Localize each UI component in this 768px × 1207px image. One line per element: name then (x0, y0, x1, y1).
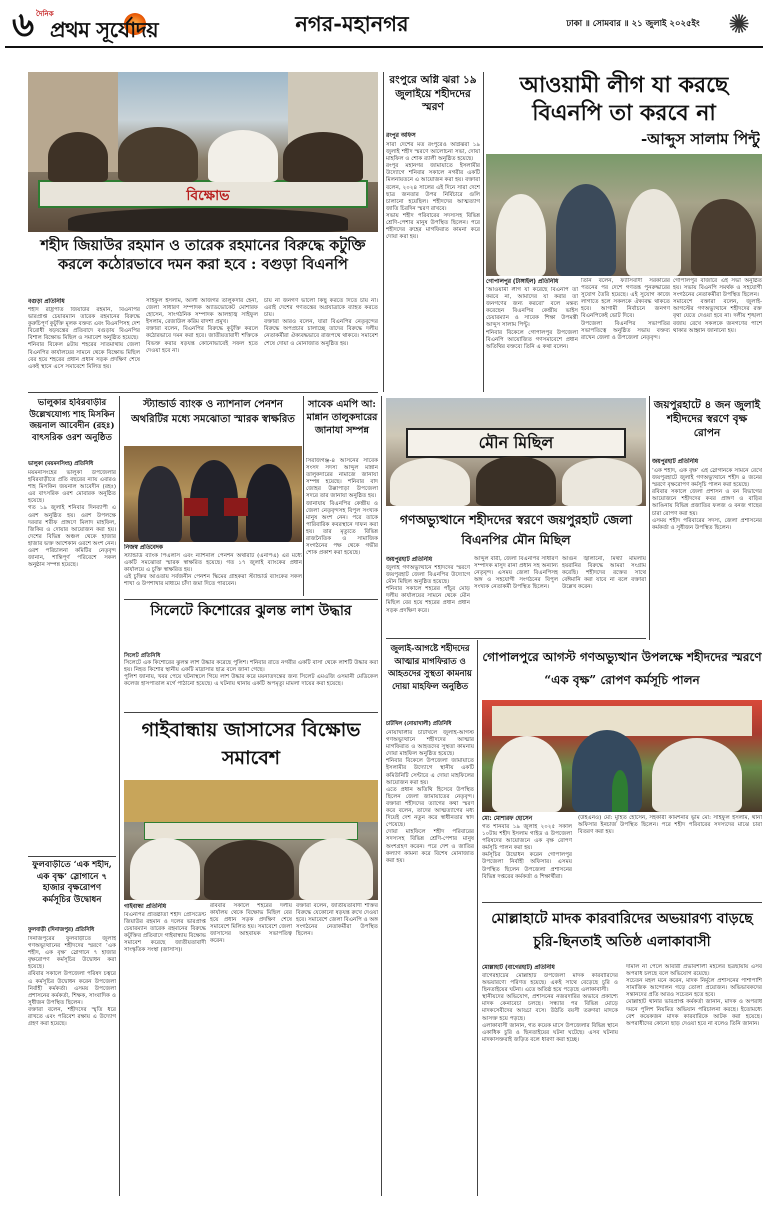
silent-march-photo (386, 398, 646, 506)
bogura-col-3: চায় না জনগণ ভালো কিছু করতে দিতে চায় না। এরাই দেশের গণতন্ত্রের অগ্রযাত্রাকে ব্যাহত করতে চায়। বক্তারা আরও বলেন, যারা বিএনপির নেতৃবৃন্দের বিরুদ্ধে অপপ্রচার চালাচ্ছে তাদের বিরুদ্ধে দলীয় নেতাকর্মীরা ঐক্যবদ্ধভাবে রাজপথে থাকবে। সমাবেশ শেষে দোয়া ও মোনাজাত অনুষ্ঠিত হয়। (264, 298, 378, 347)
jaipurhat-tree-byline: জয়পুরহাট প্রতিনিধি (652, 459, 698, 465)
divider (383, 72, 384, 392)
obituary-body: সিরাজগঞ্জ-৪ আসনের সাবেক সংসদ সদস্য আব্দুল মান্নান তালুকদারের নামাজে জানাযা সম্পন্ন হয়েছে। শনিবার বাদ জোহর উল্লাপাড়া উপজেলা সদরে তার জানাযা অনুষ্ঠিত হয়। জানাযায় বিএনপির কেন্দ্রীয় ও জেলা নেতৃবৃন্দসহ বিপুল সংখ্যক মানুষ অংশ নেন। পরে তাকে পারিবারিক কবরস্থানে দাফন করা হয়। তার মৃত্যুতে বিভিন্ন রাজনৈতিক ও সামাজিক সংগঠনের পক্ষ থেকে গভীর শোক প্রকাশ করা হয়েছে। (306, 458, 378, 557)
brand-prefix: দৈনিক (36, 10, 54, 18)
tree-planting-photo (482, 700, 762, 812)
divider (386, 638, 646, 639)
fulbari-byline: ফুলবাড়ী (দিনাজপুর) প্রতিনিধি (28, 927, 95, 933)
divider (28, 392, 378, 393)
divider (477, 640, 478, 1196)
awami-headline-line-1: আওয়ামী লীগ যা করছে (519, 72, 729, 98)
jaipurhat-tree-body: ‘এক শহীদ, এক বৃক্ষ’ এই স্লোগানকে সামনে রেখে জয়পুরহাটে জুলাই গণঅভ্যুত্থানে শহীদ ৪ জনের স্মরণে বৃক্ষরোপণ কর্মসূচি পালন করা হয়েছে। রবিবার সকালে জেলা প্রশাসন ও বন বিভাগের আয়োজনে শহীদদের কবর প্রাঙ্গণ ও বাড়ির আঙিনায় বিভিন্ন প্রজাতির ফলজ ও বনজ গাছের চারা রোপণ করা হয়। এসময় শহীদ পরিবারের সদস্য, জেলা প্রশাসনের কর্মকর্তা ও সুধীজন উপস্থিত ছিলেন। (652, 468, 762, 531)
awami-col-1: ‘আওয়ামী লীগ যা করেছে বিএনপি তা করবে না, আমাদের যা করার তা জনগণের জন্য করবো’ বলে মন্তব্য করেছেন বিএনপির কেন্দ্রীয় ভাইস চেয়ারম্যান ও সাবেক শিক্ষা উপমন্ত্রী আব্দুস সালাম পিন্টু। শনিবার বিকেলে গোপালপুর উপজেলা বিএনপি আয়োজিত গণসমাবেশে প্রধান অতিথির বক্তব্যে তিনি এ কথা বলেন। (486, 287, 578, 350)
awami-speaker: -আব্দুস সালাম পিন্টু (641, 130, 760, 148)
rangpur-byline: রংপুর অফিস (386, 133, 416, 139)
jaipurhat-march-col-3: আগুন জ্বালানো, মিথ্যা মামলায় হয়রানির বিরুদ্ধে আমরা সংগ্রাম করেছি। শহীদদের রক্তের সাথে বেঈমানি করা যাবে না বলে বক্তারা উল্লেখ করেন। (562, 556, 646, 591)
mollahat-headline: মোল্লাহাটে মাদক কারবারিদের অভয়ারণ্য বাড়ছে চুরি-ছিনতাই অতিষ্ঠ এলাকাবাসী (491, 911, 753, 950)
issue-date: ঢাকা ॥ সোমবার ॥ ২১ জুলাই ২০২৫ইং (566, 19, 700, 29)
jaipurhat-tree-headline: জয়পুরহাটে ৪ জন জুলাই শহীদদের স্বরণে বৃক্ষ রোপন (653, 399, 761, 439)
divider (381, 396, 382, 1196)
jaipurhat-march-byline: জয়পুরহাট প্রতিনিধি (386, 557, 432, 563)
awami-meeting-photo (486, 154, 762, 276)
bank-headline: স্ট্যান্ডার্ড ব্যাংক ও ন্যাশনাল পেনশন অথরিটির মধ্যে সমঝোতা স্মারক স্বাক্ষরিত (131, 399, 295, 425)
sylhet-body (124, 646, 378, 708)
bank-byline: নিজস্ব প্রতিবেদক (124, 545, 163, 551)
rangpur-headline: রংপুরে অগ্নি ঝরা ১৯ জুলাইয়ে শহীদদের স্মরণ (389, 74, 477, 113)
jaipurhat-march-headline: গণঅভ্যুত্থানে শহীদদের স্বরণে জয়পুরহাট জেলা বিএনপির মৌন মিছিল (399, 512, 633, 547)
newspaper-logo (36, 8, 214, 44)
gaibandha-headline: গাইবান্ধায় জাসাসের বিক্ষোভ সমাবেশ (141, 719, 361, 769)
divider (483, 72, 484, 392)
gopalpur-tree-byline: মো: মোশারফ হোসেন (482, 816, 533, 822)
mollahat-col-1: বাগেরহাটের মোল্লাহাট উপজেলা মাদক কারবারিদের অভয়ারণ্যে পরিণত হয়েছে। একই সাথে বেড়েছে চুরি ও ছিনতাইয়ের ঘটনা। এতে অতিষ্ঠ হয়ে পড়েছে এলাকাবাসী। স্থানীয়দের অভিযোগ, প্রশাসনের নজরদারির অভাবে প্রকাশ্যে মাদক কেনাবেচা চলছে। সন্ধ্যার পর বিভিন্ন মোড়ে মাদকসেবীদের আড্ডা বসে। উঠতি বয়সী তরুণরা মাদকে আসক্ত হয়ে পড়ছে। এলাকাবাসী জানান, গত কয়েক মাসে উপজেলার বিভিন্ন স্থানে একাধিক চুরি ও ছিনতাইয়ের ঘটনা ঘটেছে। এসব ঘটনায় মাদকাসক্তরাই জড়িত বলে ধারণা করা হচ্ছে। (482, 973, 618, 1043)
divider (124, 712, 378, 713)
bank-body: স্ট্যান্ডার্ড ব্যাংক পিএলসি এবং ন্যাশনাল পেনশন অথরিটি (এনপিএ) এর মধ্যে একটি সমঝোতা স্মারক স্বাক্ষরিত হয়েছে। গত ১৭ জুলাই ব্যাংকের প্রধান কার্যালয়ে এ চুক্তি স্বাক্ষরিত হয়। এই চুক্তির আওতায় সর্বজনীন পেনশন স্কিমের গ্রাহকরা স্ট্যান্ডার্ড ব্যাংকের সকল শাখা ও উপশাখার মাধ্যমে চাঁদা জমা দিতে পারবেন। (124, 553, 302, 588)
awami-photo-caption: গোপালপুর (টাঙ্গাইল) প্রতিনিধি (486, 279, 559, 285)
gaibandha-col-1: বিএনপির প্রতিষ্ঠাতা শহীদ প্রেসিডেন্ট জিয়াউর রহমান ও দলের ভারপ্রাপ্ত চেয়ারম্যান তারেক রহমানের বিরুদ্ধে কটুক্তির প্রতিবাদে গাইবান্ধায় বিক্ষোভ সমাবেশ করেছে জাতীয়তাবাদী সাংস্কৃতিক সংস্থা (জাসাস)। (124, 912, 206, 954)
valuka-body: ময়মনসিংহের ভালুকা উপজেলার হবিরবাড়ীতে প্রতি বছরের ন্যায় এবারও শাহ মিসকিন জয়নাল আবেদীন (রহঃ) এর বাৎসরিক ওরশ মোবারক অনুষ্ঠিত হয়েছে। গত ১৯ জুলাই শনিবার দিনব্যাপী এ ওরশ অনুষ্ঠিত হয়। ওরশ উপলক্ষে দরবার শরীফ প্রাঙ্গণে মিলাদ মাহফিল, জিকির ও দোয়ার আয়োজন করা হয়। দেশের বিভিন্ন অঞ্চল থেকে হাজার হাজার ভক্ত আশেকান ওরশে অংশ নেন। ওরশ পরিচালনা কমিটির নেতৃবৃন্দ জানান, শান্তিপূর্ণ পরিবেশে সকল অনুষ্ঠান সম্পন্ন হয়েছে। (28, 470, 116, 569)
lotus-icon: ✺ (728, 10, 750, 40)
bogura-col-1: শহীদ রাষ্ট্রপতি জিয়াউর রহমান, বিএনপির ভারপ্রাপ্ত চেয়ারম্যান তারেক রহমানের বিরুদ্ধে কুরুচিপূর্ণ কুটুক্তি মূলক বক্তব্য এবং বিএনপিসহ দেশ বিরোধী ষড়যন্ত্রের প্রতিবাদে বগুড়ায় বিএনপির বিশাল বিক্ষোভ মিছিল ও সমাবেশ অনুষ্ঠিত হয়েছে। শনিবার বিকেল ৪টায় শহরের সাতমাথায় জেলা বিএনপির কার্যালয়ের সামনে থেকে বিক্ষোভ মিছিল বের হয়ে শহরের প্রধান প্রধান সড়ক প্রদক্ষিণ শেষে একই স্থানে এসে সমাবেশে মিলিত হয়। (28, 307, 140, 370)
mollahat-byline: মোল্লাহাট (বাগেরহাট) প্রতিনিধি (482, 965, 555, 971)
brand-name: প্রথম সূর্যোদয় (50, 17, 159, 42)
valuka-headline: ভালুকার হবিরবাড়ীর উল্লেখযোগ্য শাহ মিসকিন জয়নাল আবেদীন (রহঃ) বাৎসরিক ওরশ অনুষ্ঠিত (29, 398, 115, 443)
rangpur-body: সারা দেশের মত রংপুরেও অগ্নিঝরা ১৯ জুলাই শহীদ স্মরণে আলোচনা সভা, দোয়া মাহফিল ও শোক র‍্যালী অনুষ্ঠিত হয়েছে। রংপুর মহানগর জামায়াতে ইসলামীর উদ্যোগে শনিবার সকালে নগরীর একটি মিলনায়তনে এ আয়োজন করা হয়। বক্তারা বলেন, ২০২৪ সালের এই দিনে সারা দেশে ছাত্র জনতার উপর নির্বিচারে গুলি চালানো হয়েছিল। শহীদদের আত্মত্যাগ জাতি চিরদিন স্মরণ রাখবে। সভায় শহীদ পরিবারের সদস্যসহ বিভিন্ন শ্রেণি-পেশার মানুষ উপস্থিত ছিলেন। পরে শহীদদের রুহের মাগফিরাত কামনা করে দোয়া করা হয়। (386, 142, 480, 241)
sylhet-text: সিলেটে এক কিশোরের ঝুলন্ত লাশ উদ্ধার করেছে পুলিশ। শনিবার রাতে নগরীর একটি বাসা থেকে লাশটি উদ্ধার করা হয়। নিহত কিশোর স্থানীয় একটি মাদ্রাসার ছাত্র বলে জানা গেছে। পুলিশ জানায়, খবর পেয়ে ঘটনাস্থলে গিয়ে লাশ উদ্ধার করে ময়নাতদন্তের জন্য সিলেট এমএজি ওসমানী মেডিকেল কলেজ হাসপাতাল মর্গে পাঠানো হয়েছে। এ ঘটনায় থানায় একটি অপমৃত্যু মামলা দায়ের করা হয়েছে। (124, 660, 378, 688)
awami-col-2: তিনি বলেন, ফ্যাসিবাদী সরকারের পতনের পর দেশে গণতন্ত্র পুনরুদ্ধারের সুযোগ তৈরি হয়েছে। এই সুযোগ কাজে লাগাতে হলে সকলকে ঐক্যবদ্ধ থাকতে হবে। আগামী নির্বাচনে জনগণ বিএনপিকেই ভোট দিবে। উপজেলা বিএনপির সভাপতির সভাপতিত্বে অনুষ্ঠিত সভায় বক্তব্য রাখেন জেলা ও উপজেলা নেতৃবৃন্দ। (581, 278, 670, 341)
awami-headline-line-2: বিএনপি তা করবে না (532, 100, 716, 126)
gopalpur-tree-headline: গোপালপুরে আগস্ট গণঅভ্যুত্থান উপলক্ষে শহীদদের স্মরণে “এক বৃক্ষ” রোপণ কর্মসূচি পালন (482, 650, 762, 687)
sylhet-byline: সিলেট প্রতিনিধি (124, 653, 161, 660)
doa-headline: জুলাই-আগষ্টে শহীদদের আত্মার মাগফিরাত ও আহতদের সুস্থতা কামনায় দোয়া মাহফিল অনুষ্ঠিত (388, 643, 472, 691)
divider (482, 902, 762, 903)
sylhet-headline: সিলেটে কিশোরের ঝুলন্ত লাশ উদ্ধার (150, 603, 352, 619)
masthead-divider (5, 46, 763, 48)
fulbari-headline: ফুলবাড়ীতে ‘এক শহীদ, এক বৃক্ষ’ স্লোগানে ৭ হাজার বৃক্ষরোপণ কর্মসূচির উদ্বোধন (32, 860, 112, 905)
fulbari-body: দিনাজপুরের ফুলবাড়ীতে জুলাই গণঅভ্যুত্থানের শহীদদের স্মরণে ‘এক শহীদ, এক বৃক্ষ’ স্লোগানে ৭ হাজার বৃক্ষরোপণ কর্মসূচির উদ্বোধন করা হয়েছে। রবিবার সকালে উপজেলা পরিষদ চত্বরে এ কর্মসূচির উদ্বোধন করেন উপজেলা নির্বাহী কর্মকর্তা। এসময় উপজেলা প্রশাসনের কর্মকর্তা, শিক্ষক, সাংবাদিক ও সুধীজন উপস্থিত ছিলেন। বক্তারা বলেন, শহীদদের স্মৃতি ধরে রাখতে এবং পরিবেশ রক্ষায় এ উদ্যোগ গ্রহণ করা হয়েছে। (28, 936, 116, 1028)
gaibandha-col-3: বক্তারা বলেন, জাতীয়তাবাদী শক্তির বিরুদ্ধে যেকোনো ষড়যন্ত্র রুখে দেওয়া হবে। সমাবেশে জেলা বিএনপি ও অঙ্গ সংগঠনের নেতাকর্মীরা উপস্থিত ছিলেন। (296, 903, 378, 938)
gopalpur-tree-caption: (উইএনও) মো: মুহিত হোসেন, সহকারী কমিশনার ভূমি মো: সাইফুল ইসলাম, থানা অফিসার ইনচার্জ উপস্থিত ছিলেন। পরে শহীদ পরিবারের সদস্যদের মাঝে চারা বিতরণ করা হয়। (578, 815, 762, 836)
awami-col-3: গোপালপুর বাজারে এই সভা অনুষ্ঠিত হয়। সভায় বিএনপি সমর্থক ও সহযোগী সংগঠনের নেতাকর্মীরা উপস্থিত ছিলেন। সমাবেশে বক্তারা বলেন, জুলাই-আগস্টের গণঅভ্যুত্থানে শহীদদের রক্ত বৃথা যেতে দেওয়া হবে না। দলীয় শৃঙ্খলা বজায় রেখে সকলকে জনগণের পাশে থাকার আহ্বান জানানো হয়। (673, 278, 762, 334)
gopalpur-tree-body: গত শনিবার ১৯ জুলাই ২০২৫ সকাল ১০টায় শহীদ ইসলাম গাইড ও উপজেলা পরিষদের আয়োজনে এক বৃক্ষ রোপণ কর্মসূচি পালন করা হয়। কর্মসূচির উদ্বোধন করেন গোপালপুর উপজেলা নির্বাহী অফিসার। এসময় উপস্থিত ছিলেন উপজেলা প্রশাসনের বিভিন্ন দপ্তরের কর্মকর্তা ও শিক্ষার্থীরা। (482, 824, 572, 880)
bogura-body (28, 298, 378, 388)
gaibandha-byline: গাইবান্ধা প্রতিনিধি (124, 904, 167, 910)
gaibandha-rally-photo (124, 780, 378, 900)
doa-byline: চাটখিল (নোয়াখালী) প্রতিনিধি (386, 721, 452, 727)
bogura-rally-photo: বিক্ষোভ (28, 72, 378, 232)
section-title: নগর-মহানগর (295, 11, 409, 36)
jaipurhat-march-col-1: জুলাই গণঅভ্যুত্থানে শহীদদের স্মরণে জয়পুরহাট জেলা বিএনপির উদ্যোগে মৌন মিছিল অনুষ্ঠিত হয়েছে। শনিবার সকালে শহরের পাঁচুর মোড় দলীয় কার্যালয়ের সামনে থেকে মৌন মিছিল বের হয়ে শহরের প্রধান প্রধান সড়ক প্রদক্ষিণ করে। (386, 565, 470, 614)
page-number: ৬ (11, 6, 35, 44)
mollahat-col-2: দামাল না পেলে আবারী প্রভাবশালী মহলের ছত্রছায়ায় এসব অপরাধ চলছে বলে অভিযোগ রয়েছে। সচেতন মহল মনে করেন, মাদক নির্মূলে প্রশাসনের পাশাপাশি সামাজিক আন্দোলন গড়ে তোলা প্রয়োজন। অভিভাবকদের সন্তানদের প্রতি আরও সচেতন হতে হবে। মোল্লাহাট থানার ভারপ্রাপ্ত কর্মকর্তা জানান, মাদক ও অপরাধ দমনে পুলিশ নিয়মিত অভিযান পরিচালনা করছে। ইতোমধ্যে বেশ কয়েকজন মাদক কারবারিকে আটক করা হয়েছে। অপরাধীদের কোনো ছাড় দেওয়া হবে না বলেও তিনি জানান। (626, 964, 762, 1027)
obituary-headline: সাবেক এমপি আ: মান্নান তালুকদারের জানাযা সম্পন্ন (306, 399, 378, 436)
bank-signing-photo (124, 446, 302, 542)
bogura-byline: বগুড়া প্রতিনিধি (28, 299, 65, 305)
valuka-byline: ভালুকা (ময়মনসিংহ) প্রতিনিধি (28, 461, 94, 467)
divider (124, 599, 378, 600)
divider (649, 396, 650, 640)
divider (28, 856, 116, 857)
bogura-headline: শহীদ জিয়াউর রহমান ও তারেক রহমানের বিরুদ্ধে কটুক্তি করলে কঠোরভাবে দমন করা হবে : বগুড়া বিএনপি (40, 237, 366, 273)
jaipurhat-march-col-2: আব্দুল বারী, জেলা বিএনপির সাধারণ সম্পাদক মাসুদ রানা প্রধান সহ অন্যান্য নেতৃবৃন্দ। এসময় জেলা বিএনপিসহ অঙ্গ ও সহযোগী সংগঠনের বিপুল সংখ্যক নেতাকর্মী উপস্থিত ছিলেন। (474, 556, 558, 591)
divider (303, 396, 304, 596)
march-banner-text: মৌন মিছিল (478, 433, 554, 452)
gaibandha-col-2: রবিবার সকালে শহরের দলীয় কার্যালয় থেকে বিক্ষোভ মিছিল বের হয়ে প্রধান সড়ক প্রদক্ষিণ শেষে সমাবেশে মিলিত হয়। সমাবেশে জেলা জাসাসের আহবায়ক সভাপতিত্ব করেন। (210, 903, 292, 945)
doa-body: নোয়াখালীর চাটখিলে জুলাই-আগস্ট গণঅভ্যুত্থানে শহীদদের আত্মার মাগফিরাত ও আহতদের সুস্থতা কামনায় দোয়া মাহফিল অনুষ্ঠিত হয়েছে। শনিবার বিকেলে উপজেলা জামায়াতে ইসলামীর উদ্যোগে স্থানীয় একটি কমিউনিটি সেন্টারে এ দোয়া মাহফিলের আয়োজন করা হয়। এতে প্রধান অতিথি হিসেবে উপস্থিত ছিলেন জেলা জামায়াতের নেতৃবৃন্দ। বক্তারা শহীদদের ত্যাগের কথা স্মরণ করে বলেন, তাদের আত্মত্যাগের মধ্য দিয়েই দেশ নতুন করে স্বাধীনতার স্বাদ পেয়েছে। দোয়া মাহফিলে শহীদ পরিবারের সদস্যসহ বিভিন্ন শ্রেণি-পেশার মানুষ অংশগ্রহণ করেন। পরে দেশ ও জাতির কল্যাণ কামনা করে বিশেষ মোনাজাত করা হয়। (386, 730, 474, 864)
divider (119, 396, 120, 1196)
bogura-col-2: সাইফুল ইসলাম, আলী আজগর তালুকদার হেনা, জেলা সাধারণ সম্পাদক অ্যাডভোকেট মোশারফ হোসেন, সাংগঠনিক সম্পাদক আলহাজ্ব সাইফুল ইসলাম, রেজাউল করিম বাদশা প্রমুখ। বক্তারা বলেন, বিএনপির বিরুদ্ধে কুটুক্তি করলে কঠোরভাবে দমন করা হবে। জাতীয়তাবাদী শক্তিকে বিভক্ত করার ষড়যন্ত্র কোনোভাবেই সফল হতে দেওয়া হবে না। (146, 298, 258, 354)
